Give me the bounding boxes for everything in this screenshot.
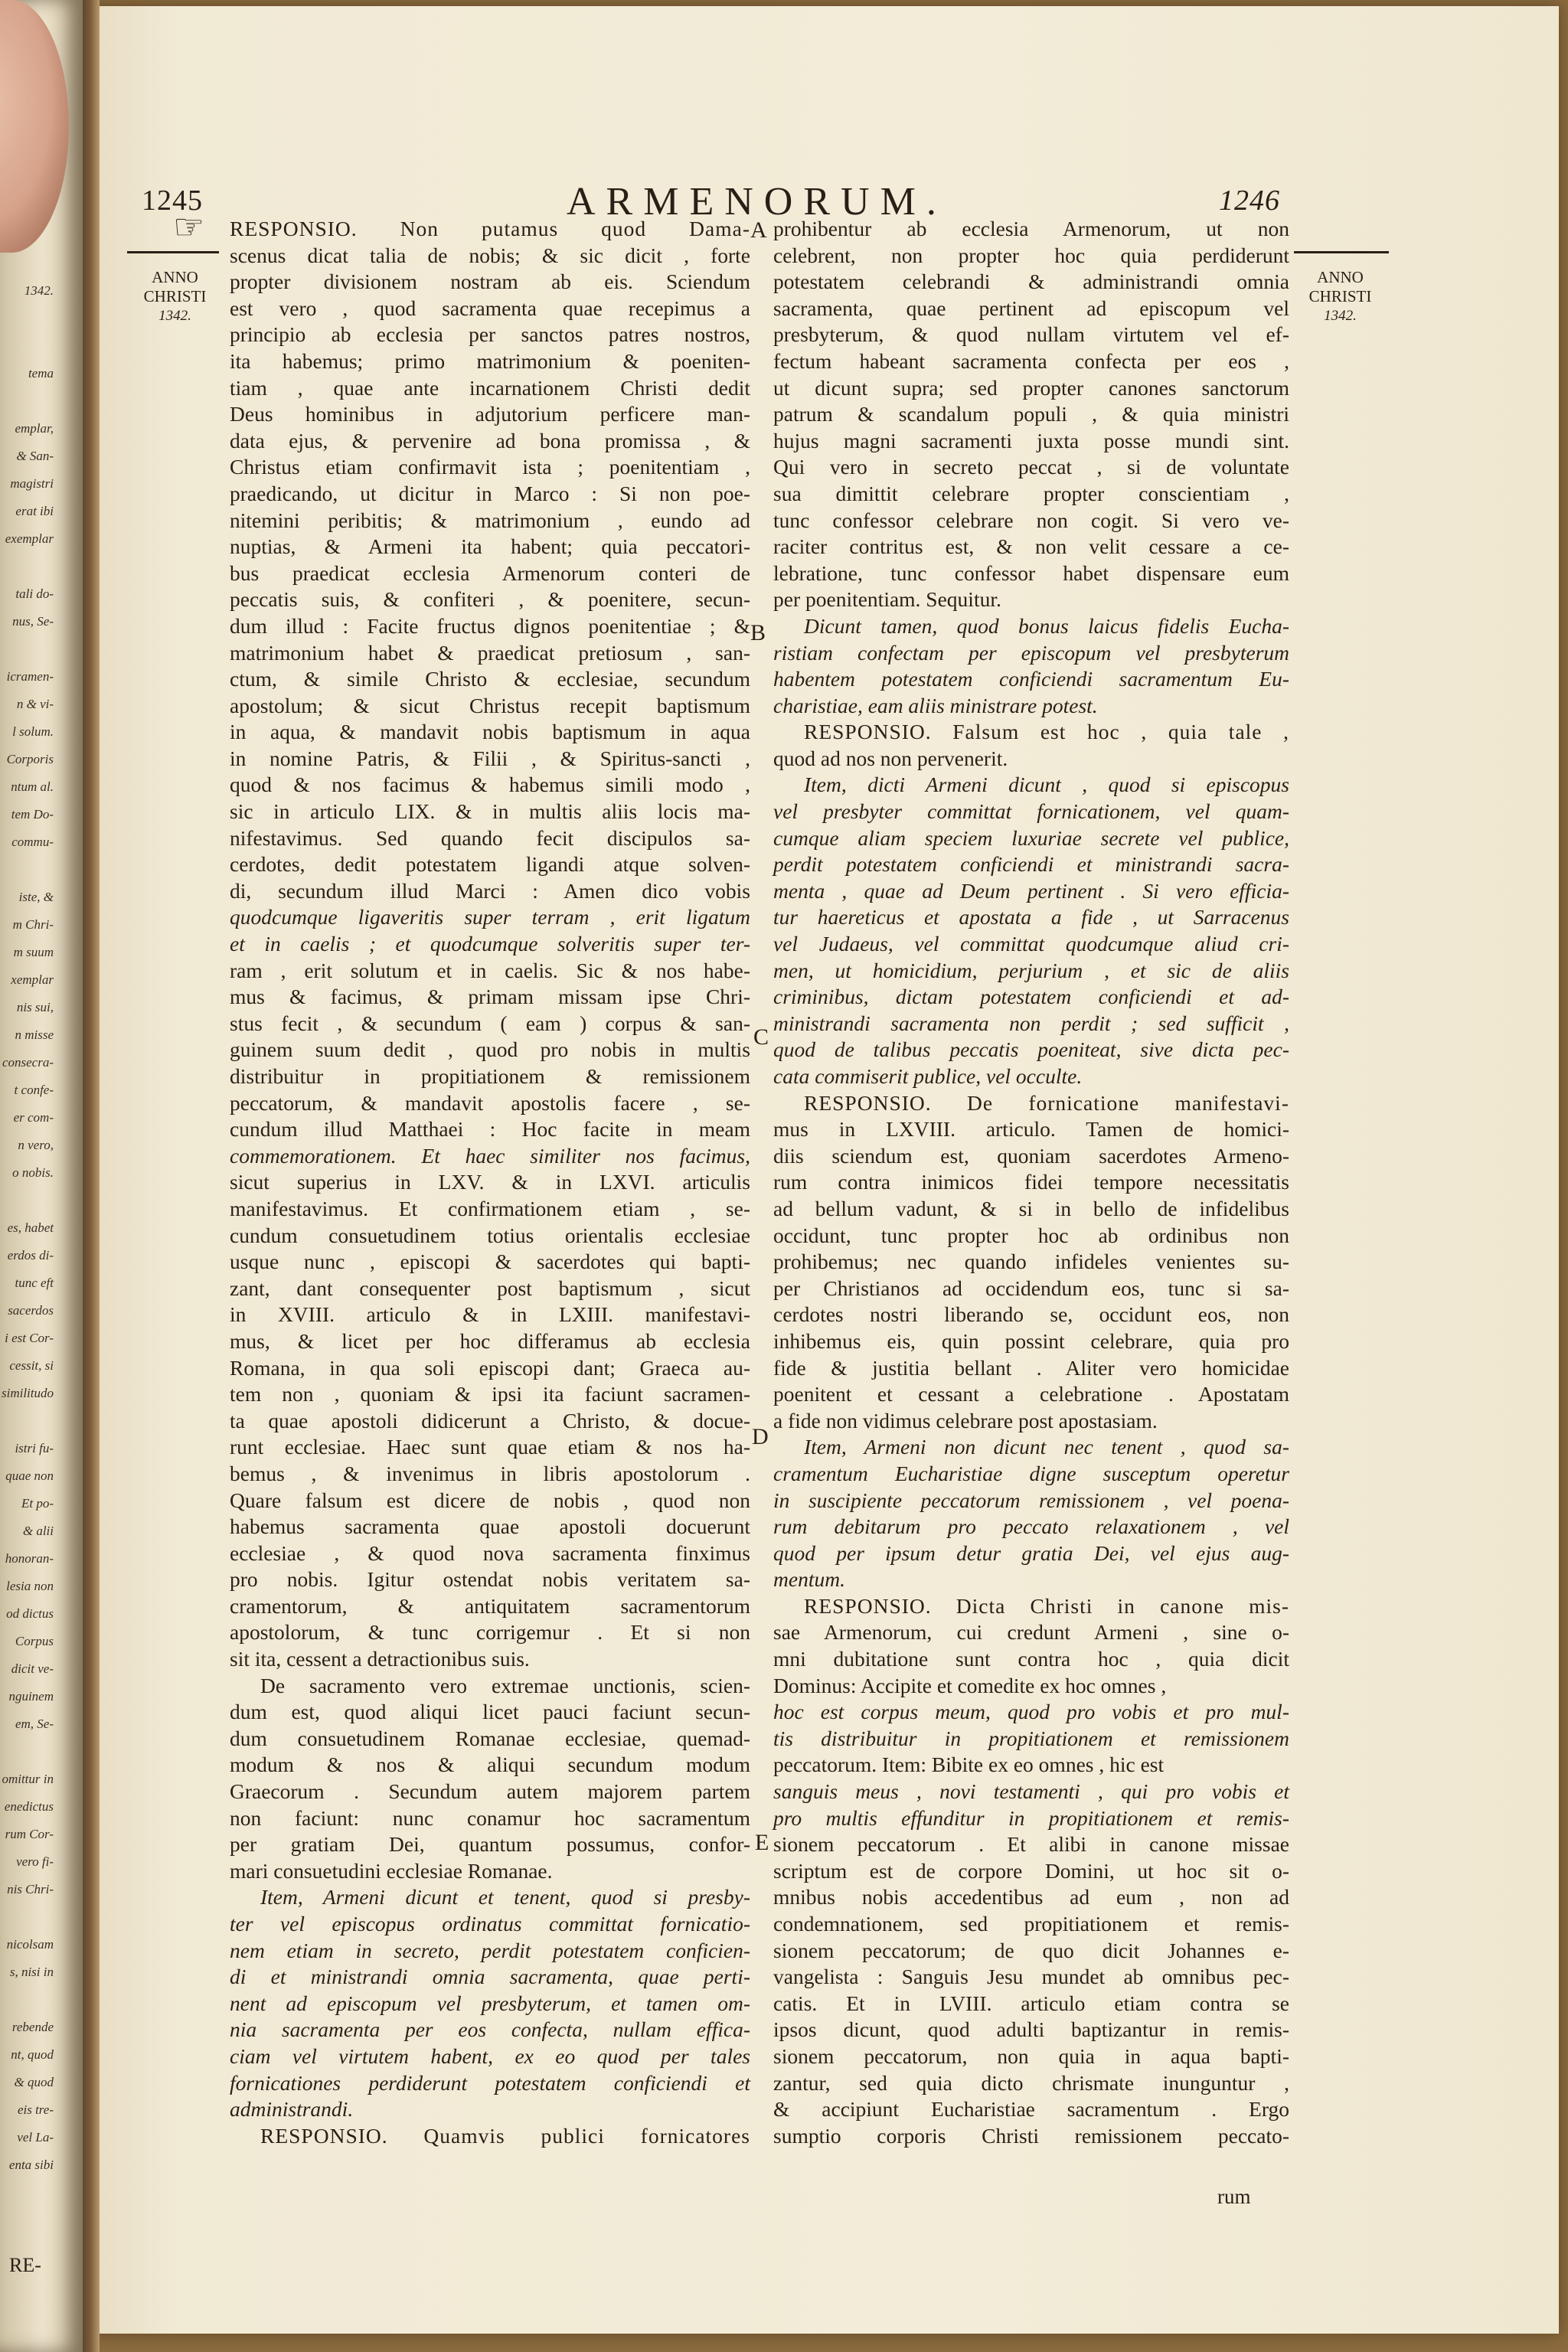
margin-anno: ANNO	[152, 268, 198, 286]
left-page-fragment: l solum.	[12, 724, 54, 739]
pointing-hand-icon: ☞	[173, 207, 205, 247]
text-line: menta , quae ad Deum pertinent . Si vero efficia-	[773, 878, 1289, 903]
text-line: in aqua, & mandavit nobis baptismum in aqua	[230, 720, 750, 744]
section-mark-d: D	[752, 1424, 769, 1449]
left-page-fragment-last: RE-	[9, 2254, 41, 2276]
text-line: rum debitarum pro peccato relaxationem , vel	[773, 1514, 1289, 1539]
section-mark-b: B	[750, 620, 766, 645]
left-page-fragment: emplar,	[15, 421, 54, 436]
text-line: et in caelis ; et quodcumque solveritis super ter-	[230, 932, 750, 956]
text-line: diis sciendum est, quoniam sacerdotes Armeno-	[773, 1143, 1289, 1168]
page-title: ARMENORUM.	[567, 180, 947, 224]
text-line: scriptum est de corpore Domini, ut hoc sit o-	[773, 1858, 1289, 1883]
text-line: peccatorum, & mandavit apostolis facere , se-	[230, 1090, 750, 1115]
text-line: Christus etiam confirmavit ista ; poenitentiam ,	[230, 455, 750, 479]
text-line: quod ad nos non pervenerit.	[773, 746, 1008, 770]
text-line: ta quae apostoli didicerunt a Christo, & docue-	[230, 1408, 750, 1432]
left-page-fragment: iste, &	[18, 890, 54, 904]
left-page-fragment: em, Se-	[15, 1717, 54, 1731]
text-line: propter divisionem nostram ab eis. Sciendum	[230, 270, 750, 294]
text-line: mni dubitatione sunt contra hoc , quia dicit	[773, 1647, 1289, 1671]
left-page-fragment: & quod	[14, 2075, 54, 2089]
text-line: Item, Armeni dicunt et tenent, quod si presby-	[260, 1885, 750, 1909]
left-page-fragment: & alii	[22, 1524, 54, 1538]
left-page-fragment: consecra-	[2, 1055, 54, 1070]
left-page-fragment: omittur in	[2, 1772, 54, 1786]
left-page-fragment: nus, Se-	[12, 614, 54, 629]
left-page-fragment: lesia non	[6, 1579, 54, 1593]
text-line: vel presbyter committat fornicationem, vel quam-	[773, 799, 1289, 824]
text-line: guinem suum dedit , quod pro nobis in multis	[230, 1037, 750, 1062]
text-line: lebratione, tunc confessor habet dispensare eum	[773, 560, 1289, 585]
margin-anno: ANNO	[1317, 268, 1364, 286]
text-line: mus & facimus, & primam missam ipse Chri-	[230, 985, 750, 1009]
left-page-fragment: nguinem	[8, 1689, 54, 1704]
text-line: Graecorum . Secundum autem majorem partem	[230, 1779, 750, 1804]
text-line: RESPONSIO. Falsum est hoc , quia tale ,	[804, 720, 1289, 744]
left-page-fragment: ntum al.	[11, 779, 54, 794]
margin-christi: CHRISTI	[143, 287, 207, 305]
text-line: & accipiunt Eucharistiae sacramentum . Ergo	[773, 2097, 1289, 2122]
text-line: cumque aliam speciem luxuriae secrete vel publice,	[773, 825, 1289, 850]
left-page-fragment: m suum	[13, 945, 54, 959]
left-page-edge	[0, 0, 83, 2352]
left-page-fragment: Corpus	[15, 1634, 54, 1648]
section-mark-e: E	[755, 1830, 769, 1855]
left-page-fragment: enta sibi	[8, 2158, 54, 2172]
left-page-fragment: nis sui,	[16, 1000, 54, 1014]
left-page-fragment: dicit ve-	[11, 1661, 54, 1676]
text-line: nifestavimus. Sed quando fecit discipulos sa-	[230, 825, 750, 850]
text-line: poenitent et cessant a celebratione . Apostatam	[773, 1382, 1289, 1406]
left-page-fragment: honoran-	[5, 1551, 54, 1566]
text-line: Romana, in qua soli episcopi dant; Graeca au-	[230, 1355, 750, 1380]
text-line: patrum & scandalum populi , & quia ministri	[773, 402, 1289, 426]
text-line: quod & nos facimus & habemus simili modo ,	[230, 773, 750, 797]
text-line: cerdotes nostri liberando se, occidunt eos, non	[773, 1302, 1289, 1327]
text-line: sanguis meus , novi testamenti , qui pro vobis et	[773, 1779, 1289, 1804]
text-column-left	[230, 216, 750, 2149]
text-line: RESPONSIO. Dicta Christi in canone mis-	[804, 1593, 1289, 1618]
text-line: sic in articulo LIX. & in multis aliis locis ma-	[230, 799, 750, 824]
text-line: RESPONSIO. Quamvis publici fornicatores	[260, 2123, 750, 2148]
left-page-fragment: eis tre-	[17, 2102, 54, 2117]
text-line: mus in LXVIII. articulo. Tamen de homici-	[773, 1117, 1289, 1142]
text-line: cundum illud Matthaei : Hoc facite in meam	[230, 1117, 750, 1142]
left-page-fragment: vel La-	[17, 2130, 54, 2145]
text-line: catis. Et in LVIII. articulo etiam contra se	[773, 1991, 1289, 2015]
text-line: nia sacramenta per eos confecta, nullam effica-	[230, 2017, 750, 2042]
text-line: Deus hominibus in adjutorium perficere man-	[230, 402, 750, 426]
text-line: sionem peccatorum; de quo dicit Johannes e-	[773, 1938, 1289, 1962]
text-line: prohibemus; nec quando infideles venientes su-	[773, 1250, 1289, 1274]
left-page-fragment: Et po-	[21, 1496, 54, 1511]
text-line: pro multis effunditur in propitiationem et remis-	[773, 1805, 1289, 1830]
section-mark-c: C	[753, 1024, 769, 1050]
left-page-fragment: rum Cor-	[5, 1827, 54, 1841]
left-page-fragment: & San-	[16, 449, 54, 463]
margin-note-right	[1292, 268, 1388, 325]
text-line: a fide non vidimus celebrare post apostasiam.	[773, 1408, 1158, 1432]
margin-year: 1342.	[1324, 308, 1357, 324]
left-page-fragment: s, nisi in	[9, 1965, 54, 1979]
text-line: nent ad episcopum vel presbyterum, et tamen om-	[230, 1991, 750, 2015]
text-line: stus fecit , & secundum ( eam ) corpus & san-	[230, 1011, 750, 1035]
text-line: rum contra inimicos fidei tempore necessitatis	[773, 1170, 1289, 1194]
text-line: prohibentur ab ecclesia Armenorum, ut non	[773, 217, 1289, 240]
text-line: zant, dant consequenter post baptismum , sicut	[230, 1276, 750, 1300]
left-page-fragment: nicolsam	[6, 1937, 54, 1952]
left-page-fragment: commu-	[11, 835, 54, 849]
text-line: ter vel episcopus ordinatus committat fornicatio-	[230, 1912, 750, 1936]
left-page-fragment: erat ibi	[15, 504, 54, 518]
left-page-fragment: nt, quod	[11, 2047, 54, 2062]
section-mark-a: A	[750, 217, 767, 243]
left-page-fragment: m Chri-	[12, 917, 54, 932]
left-page-fragment: istri fu-	[15, 1441, 54, 1455]
text-line: Item, dicti Armeni dicunt , quod si episcopus	[804, 773, 1289, 797]
left-page-fragment: vero fi-	[16, 1854, 54, 1869]
text-line: Dominus: Accipite et comedite ex hoc omnes ,	[773, 1673, 1167, 1697]
text-line: cerdotes, dedit potestatem ligandi atque solven-	[230, 852, 750, 877]
text-line: ut dicunt supra; sed propter canones sanctorum	[773, 375, 1289, 400]
text-line: est vero , quod sacramenta quae recepimus a	[230, 296, 750, 320]
text-line: pro nobis. Igitur ostendat nobis veritatem sa-	[230, 1567, 750, 1592]
text-line: per gratiam Dei, quantum possumus, confor-	[230, 1832, 750, 1857]
text-line: condemnationem, sed propitiationem et remis-	[773, 1912, 1289, 1936]
text-line: usque nunc , episcopi & sacerdotes qui bapti-	[230, 1250, 750, 1274]
text-line: cramentorum, & antiquitatem sacramentorum	[230, 1593, 750, 1618]
text-line: mentum.	[773, 1567, 845, 1592]
left-page-fragment: similitudo	[1, 1386, 54, 1400]
text-line: dum illud : Facite fructus dignos poenitentiae ; &	[230, 613, 750, 638]
text-line: tem non , quoniam & ipsi ita faciunt sacramen-	[230, 1382, 750, 1406]
text-line: bemus , & invenimus in libris apostolorum .	[230, 1461, 750, 1485]
text-line: apostolum; & sicut Christus recepit baptismum	[230, 693, 750, 717]
left-page-fragment: nis Chri-	[7, 1882, 54, 1896]
left-page-fragment: er com-	[13, 1110, 54, 1125]
text-line: in suscipiente peccatorum remissionem , vel poena-	[773, 1488, 1289, 1512]
text-line: Item, Armeni non dicunt nec tenent , quod sa-	[804, 1435, 1289, 1459]
text-line: apostolorum, & tunc corrigemur . Et si non	[230, 1620, 750, 1645]
text-line: ristiam confectam per episcopum vel presbyterum	[773, 640, 1289, 665]
text-line: ipsos dicunt, quod adulti baptizantur in remis-	[773, 2017, 1289, 2042]
text-line: hujus magni sacramenti juxta posse mundi sint.	[773, 428, 1289, 452]
left-page-fragment: tem Do-	[11, 807, 54, 822]
text-line: sionem peccatorum . Et alibi in canone missae	[773, 1832, 1289, 1857]
text-column-right	[773, 216, 1289, 2149]
text-line: cundum consuetudinem totius orientalis ecclesiae	[230, 1223, 750, 1247]
text-line: fectum habeant sacramenta confecta per eos ,	[773, 348, 1289, 373]
left-page-fragment: quae non	[5, 1468, 54, 1483]
text-line: tur haereticus et apostata a fide , ut Sarracenus	[773, 905, 1289, 929]
text-line: quod de talibus peccatis poeniteat, sive dicta pec-	[773, 1037, 1289, 1062]
text-line: sacramenta, quae pertinent ad episcopum vel	[773, 296, 1289, 320]
text-line: habemus sacramenta quae apostoli docuerunt	[230, 1514, 750, 1539]
margin-rule-right	[1294, 251, 1389, 253]
text-line: administrandi.	[230, 2097, 354, 2122]
text-line: hoc est corpus meum, quod pro vobis et pro mul-	[773, 1700, 1289, 1724]
text-line: in XVIII. articulo & in LXIII. manifestavi-	[230, 1302, 750, 1327]
text-line: cramentum Eucharistiae digne susceptum operetur	[773, 1461, 1289, 1485]
text-line: di, secundum illud Marci : Amen dico vobis	[230, 878, 750, 903]
left-page-fragment: rebende	[11, 2020, 54, 2034]
text-line: Qui vero in secreto peccat , si de voluntate	[773, 455, 1289, 479]
left-page-fragment: magistri	[10, 476, 54, 491]
text-line: ctum, & simile Christo & ecclesiae, secundum	[230, 667, 750, 691]
text-line: occidunt, tunc propter hoc ab ordinibus non	[773, 1223, 1289, 1247]
text-line: tis distribuitur in propitiationem et remissionem	[773, 1726, 1289, 1750]
text-line: ita habemus; primo matrimonium & poeniten-	[230, 348, 750, 373]
text-line: sionem peccatorum, non quia in aqua bapti-	[773, 2043, 1289, 2068]
text-line: manifestavimus. Et confirmationem etiam , se-	[230, 1196, 750, 1220]
text-line: De sacramento vero extremae unctionis, scien-	[260, 1673, 750, 1697]
text-line: mnibus nobis accedentibus ad eum , non ad	[773, 1885, 1289, 1909]
text-line: quod per ipsum detur gratia Dei, vel ejus aug-	[773, 1540, 1289, 1565]
text-line: fornicationes perdiderunt potestatem conficiendi et	[230, 2070, 750, 2095]
text-line: di et ministrandi omnia sacramenta, quae perti-	[230, 1965, 750, 1989]
text-line: ciam vel virtutem habent, ex eo quod per tales	[230, 2043, 750, 2068]
left-page-fragment: xemplar	[11, 972, 54, 987]
margin-rule-left	[127, 251, 219, 253]
text-line: peccatis suis, & confiteri , & poenitere, secun-	[230, 587, 750, 612]
text-line: habentem potestatem conficiendi sacramentum Eu-	[773, 667, 1289, 691]
text-line: in nomine Patris, & Filii , & Spiritus-sancti ,	[230, 746, 750, 770]
text-line: RESPONSIO. Non putamus quod Dama-	[230, 217, 750, 240]
text-line: per poenitentiam. Sequitur.	[773, 587, 1001, 612]
left-page-fragment: enedictus	[4, 1799, 54, 1814]
left-page-fragment: o nobis.	[12, 1165, 54, 1180]
text-line: praedicando, ut dicitur in Marco : Si non poe-	[230, 481, 750, 505]
left-page-fragment: tali do-	[15, 586, 54, 601]
catchword: rum	[1217, 2185, 1251, 2208]
text-line: inhibemus eis, quin possint celebrare, quia pro	[773, 1328, 1289, 1353]
text-line: matrimonium habet & praedicat pretiosum , san-	[230, 640, 750, 665]
text-line: non faciunt: nunc conamur hoc sacramentum	[230, 1805, 750, 1830]
text-line: perdit potestatem conficiendi et ministrandi sacra-	[773, 852, 1289, 877]
text-line: RESPONSIO. De fornicatione manifestavi-	[804, 1090, 1289, 1115]
text-line: mus, & licet per hoc differamus ab ecclesia	[230, 1328, 750, 1353]
margin-year: 1342.	[158, 308, 191, 324]
text-line: bus praedicat ecclesia Armenorum conteri de	[230, 560, 750, 585]
text-line: ecclesiae , & quod nova sacramenta finximus	[230, 1540, 750, 1565]
text-line: sit ita, cessent a detractionibus suis.	[230, 1647, 530, 1671]
text-line: dum consuetudinem Romanae ecclesiae, quemad-	[230, 1726, 750, 1750]
text-line: nuptias, & Armeni ita habent; quia peccatori-	[230, 534, 750, 559]
left-page-fragment: exemplar	[5, 531, 54, 546]
text-line: sicut superius in LXV. & in LXVI. articulis	[230, 1170, 750, 1194]
text-line: tiam , quae ante incarnationem Christi dedit	[230, 375, 750, 400]
page-number-right: 1246	[1219, 185, 1280, 217]
text-line: cata commiserit publice, vel occulte.	[773, 1064, 1083, 1088]
text-line: runt ecclesiae. Haec sunt quae etiam & nos ha-	[230, 1435, 750, 1459]
left-page-fragment: tema	[28, 366, 54, 381]
text-line: vel Judaeus, vel committat quodcumque aliud cri-	[773, 932, 1289, 956]
text-line: tunc confessor celebrare non cogit. Si vero ve-	[773, 508, 1289, 532]
text-line: celebrent, non propter hoc quia perdiderunt	[773, 243, 1289, 267]
left-page-fragment: od dictus	[6, 1606, 54, 1621]
text-line: per Christianos ad occidendum eos, tunc si sa-	[773, 1276, 1289, 1300]
text-line: nitemini peribitis; & matrimonium , eundo ad	[230, 508, 750, 532]
text-line: quodcumque ligaveritis super terram , erit ligatum	[230, 905, 750, 929]
left-page-fragment: i est Cor-	[5, 1331, 54, 1345]
text-line: distribuitur in propitiationem & remissionem	[230, 1064, 750, 1088]
left-page-fragment: es, habet	[7, 1220, 54, 1235]
text-line: ministrandi sacramenta non perdit ; sed sufficit ,	[773, 1011, 1289, 1035]
text-line: ram , erit solutum et in caelis. Sic & nos habe-	[230, 958, 750, 982]
text-line: presbyterum, & quod nullam virtutem vel ef-	[773, 322, 1289, 347]
text-line: nem etiam in secreto, perdit potestatem conficien-	[230, 1938, 750, 1962]
left-page-fragment: sacerdos	[8, 1303, 54, 1318]
text-line: sae Armenorum, cui credunt Armeni , sine o-	[773, 1620, 1289, 1645]
left-page-fragment: n & vi-	[16, 697, 54, 711]
text-line: data ejus, & pervenire ad bona promissa , &	[230, 428, 750, 452]
text-line: zantur, sed quia dicto chrismate inunguntur ,	[773, 2070, 1289, 2095]
text-line: Quare falsum est dicere de nobis , quod non	[230, 1488, 750, 1512]
margin-christi: CHRISTI	[1308, 287, 1372, 305]
text-line: modum & nos & aliqui secundum modum	[230, 1753, 750, 1777]
text-line: vangelista : Sanguis Jesu mundet ab omnibus pec-	[773, 1965, 1289, 1989]
text-line: sumptio corporis Christi remissionem peccato-	[773, 2123, 1289, 2148]
text-line: potestatem celebrandi & administrandi omnia	[773, 270, 1289, 294]
left-page-fragment: 1342.	[24, 283, 54, 298]
left-page-fragment: n misse	[15, 1027, 54, 1042]
text-line: mari consuetudini ecclesiae Romanae.	[230, 1858, 553, 1883]
left-page-fragment: cessit, si	[9, 1358, 54, 1373]
margin-note-left	[127, 268, 223, 325]
left-page-fragment: icramen-	[6, 669, 54, 684]
text-line: men, ut homicidium, perjurium , et sic de aliis	[773, 958, 1289, 982]
text-line: fide & justitia bellant . Aliter vero homicidae	[773, 1355, 1289, 1380]
text-line: Dicunt tamen, quod bonus laicus fidelis Eucha-	[804, 613, 1289, 638]
text-line: criminibus, dictam potestatem conficiendi et ad-	[773, 985, 1289, 1009]
text-line: dum est, quod aliqui licet pauci faciunt secun-	[230, 1700, 750, 1724]
text-line: sua dimittit celebrare propter conscientiam ,	[773, 481, 1289, 505]
text-line: ad bellum vadunt, & si in bello de infidelibus	[773, 1196, 1289, 1220]
text-line: commemorationem. Et haec similiter nos facimus,	[230, 1143, 750, 1168]
left-page-fragment: tunc eft	[15, 1276, 54, 1290]
text-line: scenus dicat talia de nobis; & sic dicit , forte	[230, 243, 750, 267]
text-line: peccatorum. Item: Bibite ex eo omnes , hic est	[773, 1753, 1165, 1777]
text-line: principio ab ecclesia per sanctos patres nostros,	[230, 322, 750, 347]
left-page-fragment: n vero,	[18, 1138, 54, 1152]
page-number-left: 1245	[142, 185, 203, 217]
text-line: raciter contritus est, & non velit cessare a ce-	[773, 534, 1289, 559]
text-line: charistiae, eam aliis ministrare potest.	[773, 693, 1098, 717]
left-page-fragment: t confe-	[14, 1083, 54, 1097]
left-page-fragment: erdos di-	[7, 1248, 54, 1263]
left-page-fragment: Corporis	[6, 752, 54, 766]
